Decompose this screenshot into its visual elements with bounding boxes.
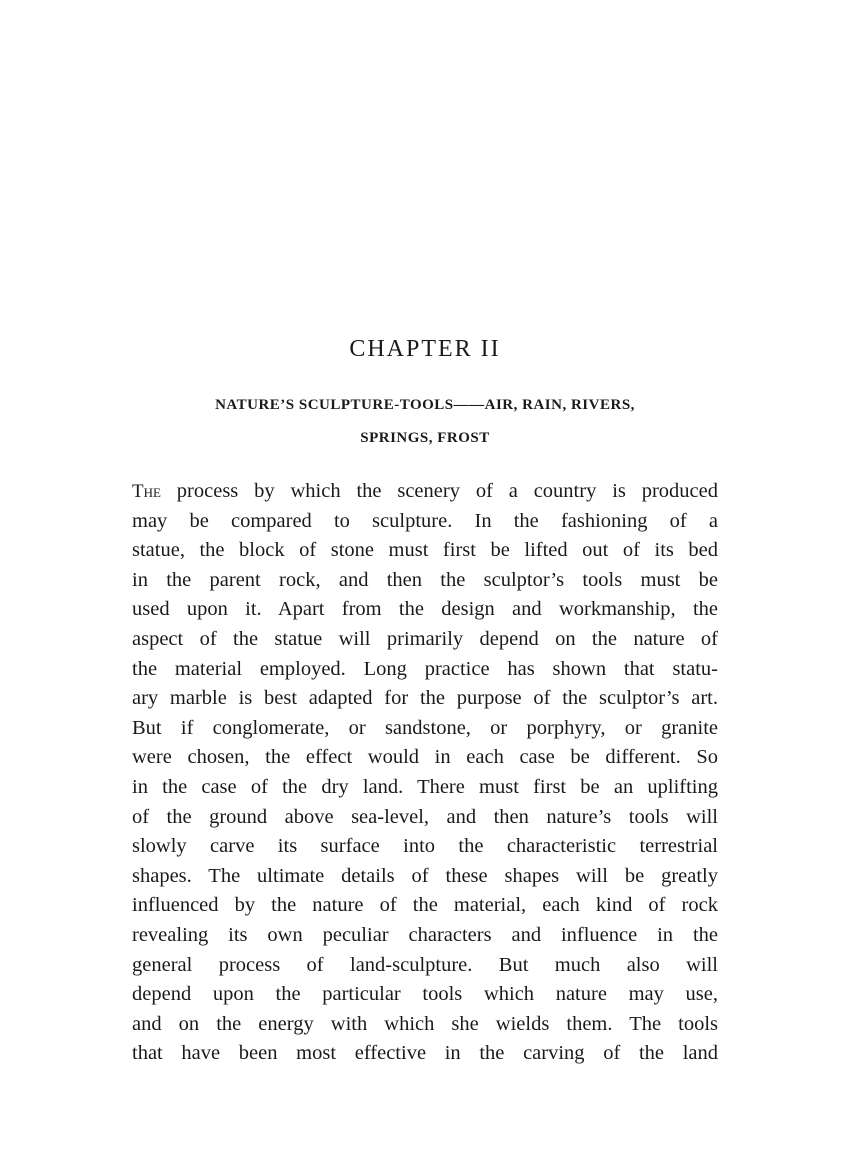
text-line: and on the energy with which she wields them. The tools [132,1012,718,1035]
text-line: slowly carve its surface into the characteristic terrestrial [132,835,718,858]
text-line: may be compared to sculpture. In the fashioning of a [132,509,718,532]
text-line: But if conglomerate, or sandstone, or porphyry, or granite [132,716,718,739]
text-line: statue, the block of stone must first be lifted out of its bed [132,539,718,562]
text-line: were chosen, the effect would in each case be different. So [132,746,718,769]
chapter-subtitle-line-2: SPRINGS, FROST [360,430,490,446]
opening-word: The [132,481,161,502]
text-line: ary marble is best adapted for the purpose of the sculptor’s art. [132,687,718,710]
text-line: in the parent rock, and then the sculptor’s tools must be [132,568,718,591]
text-line: aspect of the statue will primarily depend on the nature of [132,627,718,650]
text-line: that have been most effective in the carving of the land [132,1042,718,1065]
chapter-subtitle-line-1: NATURE’S SCULPTURE-TOOLS——AIR, RAIN, RIVERS, [215,397,635,413]
text-line: general process of land-sculpture. But much also will [132,953,718,976]
text-line: influenced by the nature of the material, each kind of rock [132,894,718,917]
chapter-body-text [132,477,718,1069]
text-line: of the ground above sea-level, and then nature’s tools will [132,805,718,828]
text-line: revealing its own peculiar characters and influence in the [132,923,718,946]
chapter-heading: CHAPTER II [349,336,501,362]
text-line-rest: process by which the scenery of a country is produced [160,480,718,502]
text-line: shapes. The ultimate details of these shapes will be greatly [132,864,718,887]
text-line: used upon it. Apart from the design and workmanship, the [132,598,718,621]
text-line: depend upon the particular tools which nature may use, [132,983,718,1006]
text-line: the material employed. Long practice has shown that statu- [132,657,718,680]
text-line: in the case of the dry land. There must first be an uplifting [132,775,718,798]
text-line [132,477,718,507]
